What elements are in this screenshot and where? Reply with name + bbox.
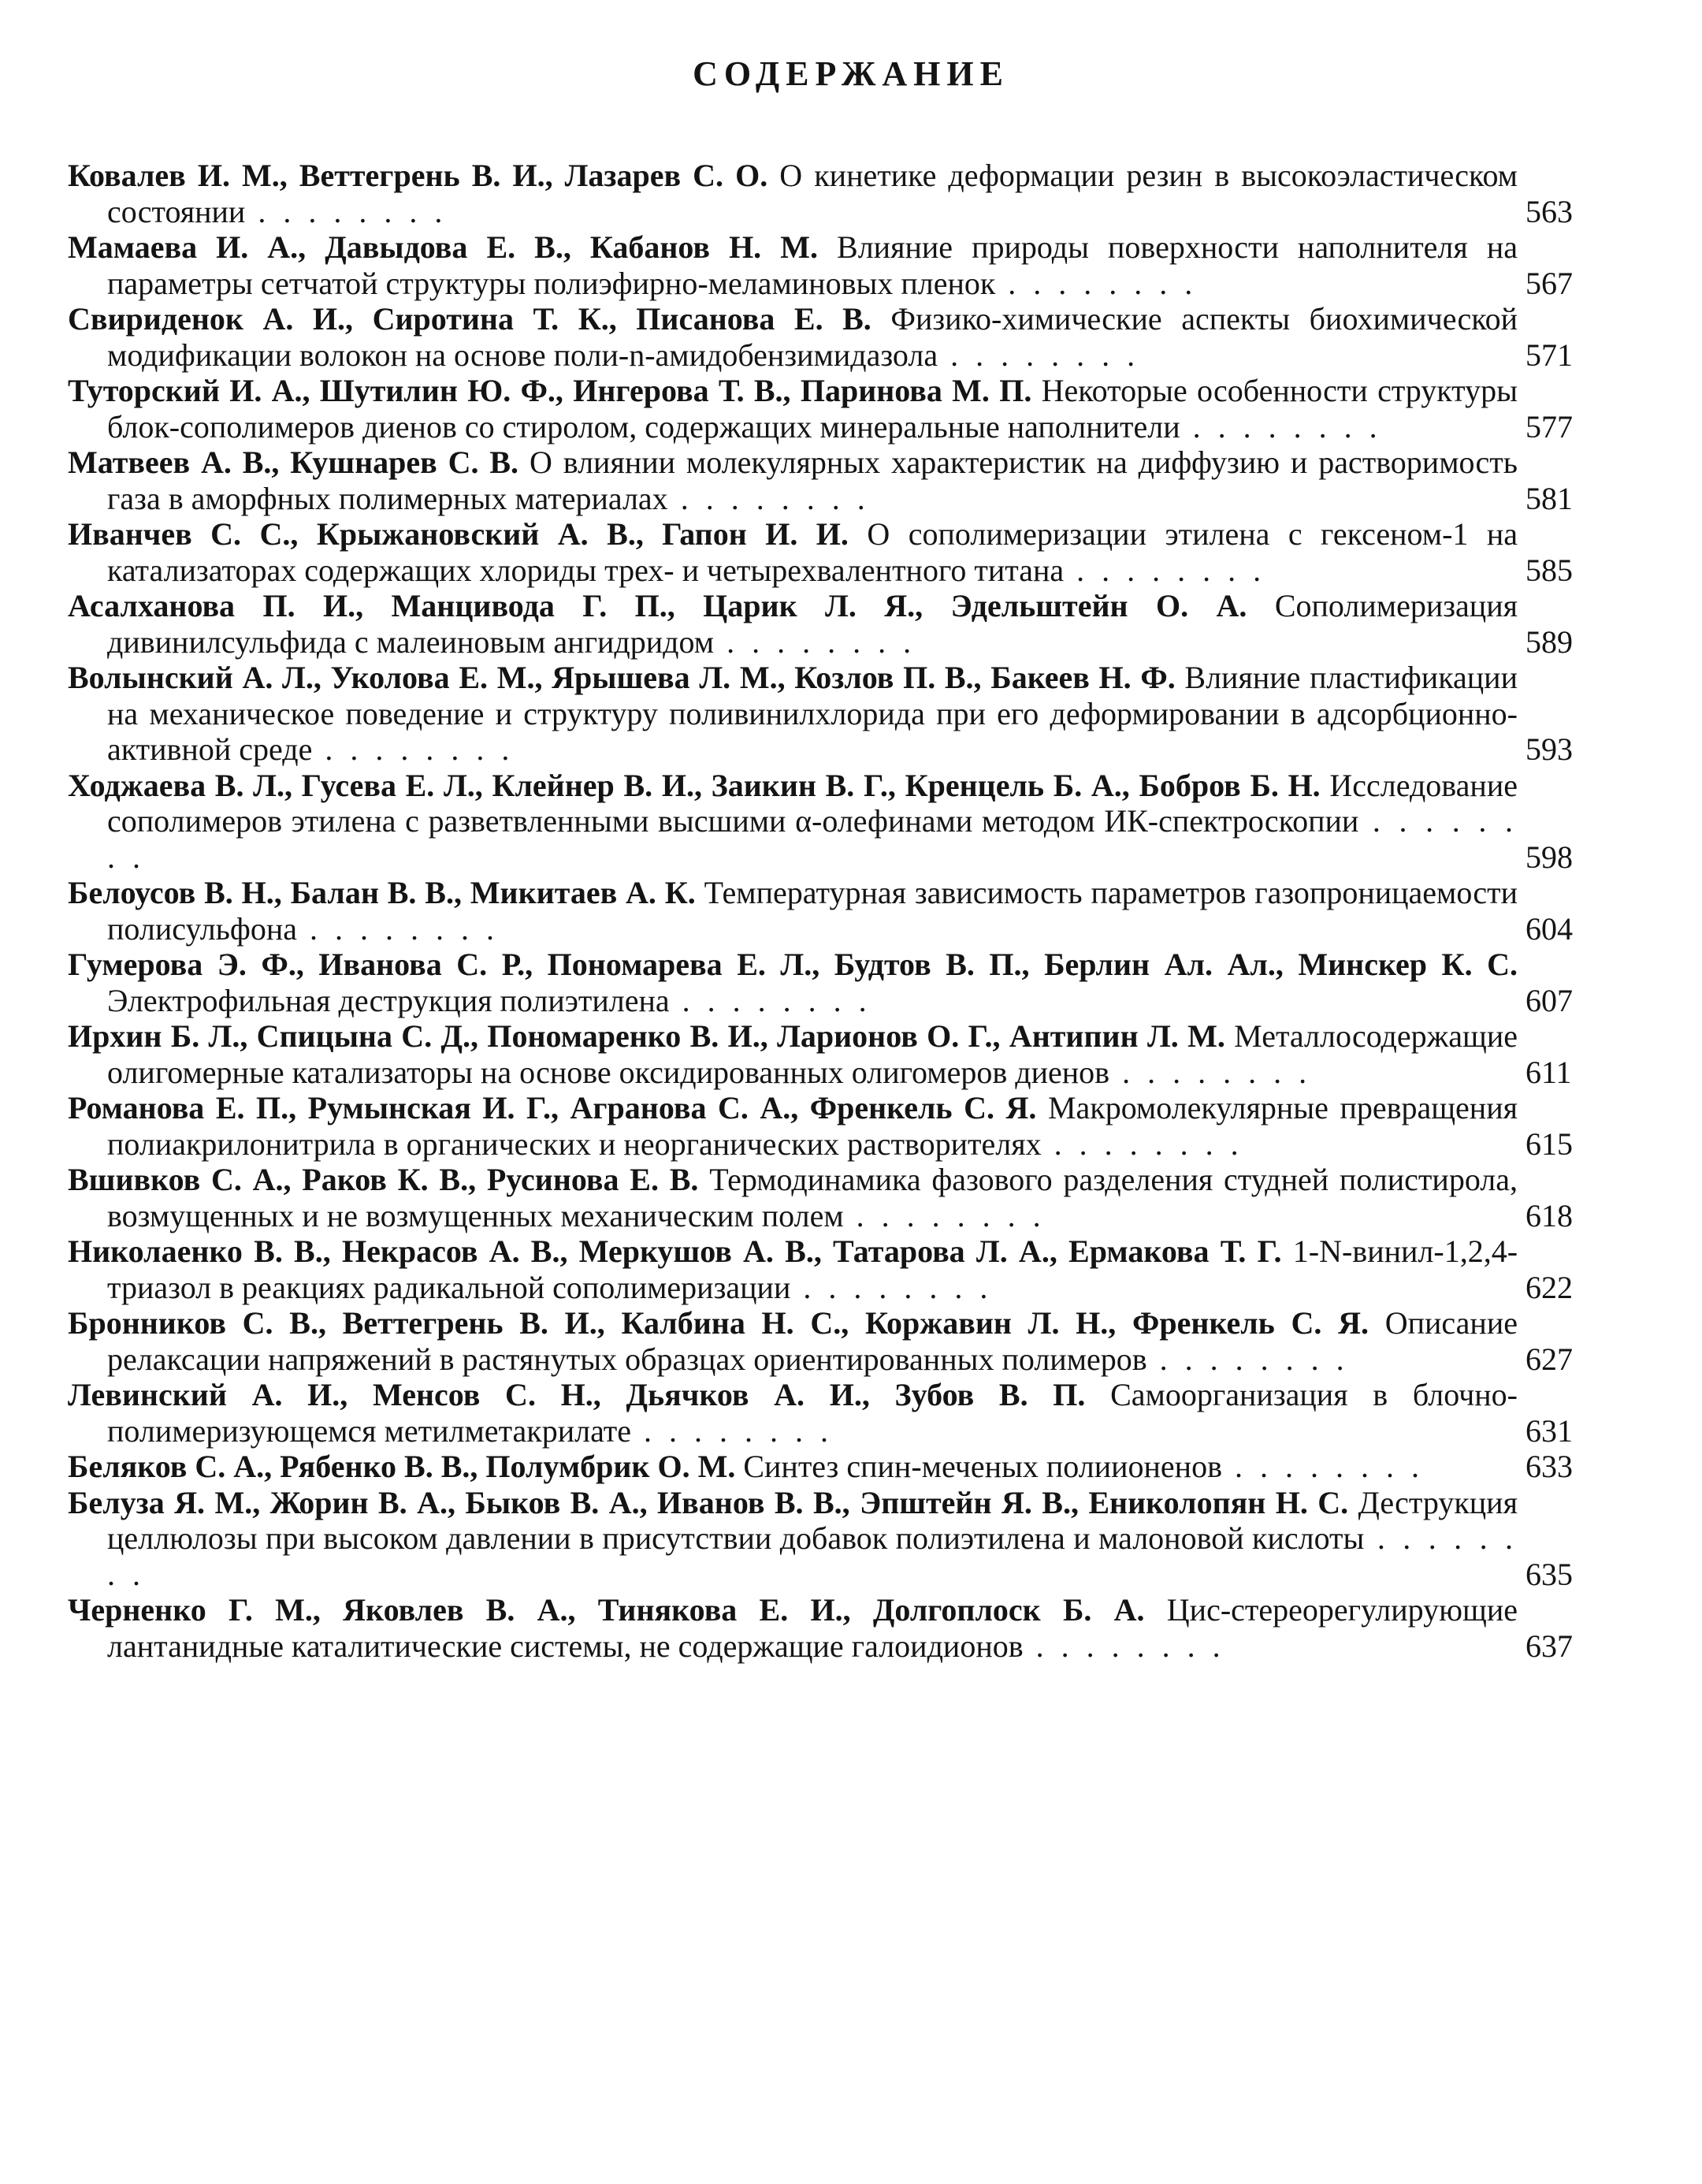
dot-leader: . . . . . . . . <box>297 910 499 947</box>
entry-page-number: 604 <box>1525 910 1573 947</box>
entry-page-number: 585 <box>1525 552 1573 588</box>
entry-authors: Ходжаева В. Л., Гусева Е. Л., Клейнер В. И., Заикин В. Г., Кренцель Б. А., Бобров Б. Н. <box>68 767 1321 803</box>
entry-title: Температурная зависимость параметров газопроницаемости полисульфона <box>107 875 1518 947</box>
entry-title: Исследование сополимеров этилена с разветвленными высшими α-олефинами методом ИК-спектроскопии <box>107 767 1518 839</box>
entry-title: Металлосодержащие олигомерные катализаторы на основе оксидированных олигомеров диенов <box>107 1018 1518 1090</box>
dot-leader: . . . . . . . . <box>1041 1125 1243 1162</box>
dot-leader: . . . . . . . . <box>631 1412 834 1449</box>
dot-leader: . . . . . . . . <box>843 1197 1046 1233</box>
entry-page-number: 622 <box>1525 1269 1573 1305</box>
entry-page-number: 635 <box>1525 1556 1573 1592</box>
toc-entry <box>68 588 1644 660</box>
entry-title: Физико-химические аспекты биохимической модификации волокон на основе поли-n-амидобензимидазола <box>107 301 1518 373</box>
entry-page-number: 631 <box>1525 1412 1573 1449</box>
toc-entry <box>68 1485 1644 1593</box>
entry-page-number: 618 <box>1525 1197 1573 1233</box>
entry-authors: Вшивков С. А., Раков К. В., Русинова Е. В. <box>68 1162 699 1197</box>
toc-entry <box>68 1018 1644 1090</box>
entry-title: Влияние природы поверхности наполнителя на параметры сетчатой структуры полиэфирно-меламиновых пленок <box>107 229 1518 301</box>
entry-title: Деструкция целлюлозы при высоком давлении в присутствии добавок полиэтилена и малоновой кислоты <box>107 1484 1518 1556</box>
toc-entry <box>68 1233 1644 1305</box>
entry-page-number: 577 <box>1525 408 1573 445</box>
entry-page-number: 607 <box>1525 982 1573 1018</box>
entry-title: О сополимеризации этилена с гексеном-1 на катализаторах содержащих хлориды трех- и четырехвалентного титана <box>107 516 1518 588</box>
entry-page-number: 598 <box>1525 839 1573 875</box>
toc-entry <box>68 1377 1644 1449</box>
entry-authors: Туторский И. А., Шутилин Ю. Ф., Ингерова Т. В., Паринова М. П. <box>68 373 1032 408</box>
entry-authors: Мамаева И. А., Давыдова Е. В., Кабанов Н. М. <box>68 229 818 265</box>
entry-authors: Волынский А. Л., Уколова Е. М., Ярышева Л. М., Козлов П. В., Бакеев Н. Ф. <box>68 660 1176 695</box>
entry-page-number: 633 <box>1525 1449 1573 1484</box>
entry-authors: Белоусов В. Н., Балан В. В., Микитаев А. К. <box>68 875 696 910</box>
page-title: СОДЕРЖАНИЕ <box>693 54 1009 93</box>
entry-page-number: 567 <box>1525 265 1573 301</box>
toc-entry <box>68 1162 1644 1233</box>
toc-entry <box>68 660 1644 768</box>
entry-authors: Ирхин Б. Л., Спицына С. Д., Пономаренко В. И., Ларионов О. Г., Антипин Л. М. <box>68 1018 1225 1054</box>
toc-entry <box>68 516 1644 588</box>
entry-title: Влияние пластификации на механическое поведение и структуру поливинилхлорида при его деформировании в адсорбционно-активной среде <box>107 660 1518 767</box>
entry-authors: Николаенко В. В., Некрасов А. В., Меркушов А. В., Татарова Л. А., Ермакова Т. Г. <box>68 1233 1282 1269</box>
entry-page-number: 589 <box>1525 623 1573 660</box>
entry-title: 1-N-винил-1,2,4-триазол в реакциях радикальной сополимеризации <box>107 1233 1518 1305</box>
entry-authors: Беляков С. А., Рябенко В. В., Полумбрик О. М. <box>68 1449 736 1484</box>
toc-entry <box>68 1090 1644 1162</box>
toc-entry <box>68 1305 1644 1377</box>
dot-leader: . . . . . . . . <box>1180 408 1382 445</box>
entry-title: Синтез спин-меченых полиионенов <box>743 1449 1222 1484</box>
entry-page-number: 571 <box>1525 337 1573 373</box>
entry-authors: Матвеев А. В., Кушнарев С. В. <box>68 445 519 480</box>
dot-leader: . . . . . . . . <box>667 480 870 516</box>
entry-page-number: 637 <box>1525 1628 1573 1664</box>
entry-page-number: 627 <box>1525 1341 1573 1377</box>
entry-authors: Иванчев С. С., Крыжановский А. В., Гапон И. И. <box>68 516 849 552</box>
dot-leader: . . . . . . . . <box>312 731 515 767</box>
dot-leader: . . . . . . . . <box>714 623 916 660</box>
entry-authors: Черненко Г. М., Яковлев В. А., Тинякова Е. И., Долгоплоск Б. А. <box>68 1592 1145 1628</box>
toc-entry <box>68 875 1644 947</box>
dot-leader: . . . . . . . . <box>1023 1628 1225 1664</box>
toc-entry <box>68 1592 1644 1664</box>
entry-page-number: 563 <box>1525 193 1573 229</box>
entry-title: Некоторые особенности структуры блок-сополимеров диенов со стиролом, содержащих минеральные наполнители <box>107 373 1518 445</box>
entry-title: Самоорганизация в блочно-полимеризующемся метилметакрилате <box>107 1377 1518 1449</box>
entry-title: Макромолекулярные превращения полиакрилонитрила в органических и неорганических растворителях <box>107 1090 1518 1162</box>
dot-leader: . . . . . . . . <box>1146 1341 1349 1377</box>
dot-leader: . . . . . . . . <box>1064 552 1266 588</box>
entry-title: Сополимеризация дивинилсульфида с малеиновым ангидридом <box>107 588 1518 660</box>
dot-leader: . . . . . . . . <box>245 193 448 229</box>
toc-entry <box>68 445 1644 516</box>
toc-entry <box>68 768 1644 876</box>
entry-title: О кинетике деформации резин в высокоэластическом состоянии <box>107 158 1518 229</box>
entry-authors: Ковалев И. М., Веттегрень В. И., Лазарев С. О. <box>68 158 768 193</box>
entry-title: О влиянии молекулярных характеристик на диффузию и растворимость газа в аморфных полимерных материалах <box>107 445 1518 516</box>
entry-authors: Романова Е. П., Румынская И. Г., Агранова С. А., Френкель С. Я. <box>68 1090 1037 1125</box>
entry-authors: Левинский А. И., Менсов С. Н., Дьячков А. И., Зубов В. П. <box>68 1377 1086 1412</box>
entry-page-number: 581 <box>1525 480 1573 516</box>
dot-leader: . . . . . . . . <box>669 982 871 1018</box>
toc-entry <box>68 229 1644 301</box>
entry-title: Электрофильная деструкция полиэтилена <box>107 982 670 1018</box>
dot-leader: . . . . . . . . <box>995 265 1198 301</box>
entry-authors: Гумерова Э. Ф., Иванова С. Р., Пономарева Е. Л., Будтов В. П., Берлин Ал. Ал., Минскер К. С. <box>68 947 1518 982</box>
entry-title: Описание релаксации напряжений в растянутых образцах ориентированных полимеров <box>107 1305 1518 1377</box>
toc-entry <box>68 1449 1644 1485</box>
entry-page-number: 593 <box>1525 731 1573 767</box>
toc-entry <box>68 373 1644 445</box>
toc-entry <box>68 947 1644 1018</box>
entry-page-number: 611 <box>1525 1054 1572 1090</box>
dot-leader: . . . . . . . . <box>1109 1054 1312 1090</box>
toc-entry <box>68 158 1644 229</box>
entry-page-number: 615 <box>1525 1125 1573 1162</box>
table-of-contents <box>68 158 1644 1664</box>
entry-authors: Свириденок А. И., Сиротина Т. К., Писанова Е. В. <box>68 301 871 337</box>
dot-leader: . . . . . . . . <box>107 1520 1518 1592</box>
dot-leader: . . . . . . . . <box>1221 1449 1424 1484</box>
toc-entry <box>68 301 1644 373</box>
dot-leader: . . . . . . . . <box>938 337 1140 373</box>
dot-leader: . . . . . . . . <box>107 803 1518 875</box>
entry-authors: Белуза Я. М., Жорин В. А., Быков В. А., Иванов В. В., Эпштейн Я. В., Ениколопян Н. С. <box>68 1484 1349 1520</box>
entry-authors: Бронников С. В., Веттегрень В. И., Калбина Н. С., Коржавин Л. Н., Френкель С. Я. <box>68 1305 1369 1341</box>
entry-authors: Асалханова П. И., Манцивода Г. П., Царик Л. Я., Эдельштейн О. А. <box>68 588 1247 623</box>
dot-leader: . . . . . . . . <box>790 1269 993 1305</box>
entry-title: Цис-стереорегулирующие лантанидные каталитические системы, не содержащие галоидионов <box>107 1592 1518 1664</box>
entry-title: Термодинамика фазового разделения студней полистирола, возмущенных и не возмущенных механическим полем <box>107 1162 1518 1233</box>
